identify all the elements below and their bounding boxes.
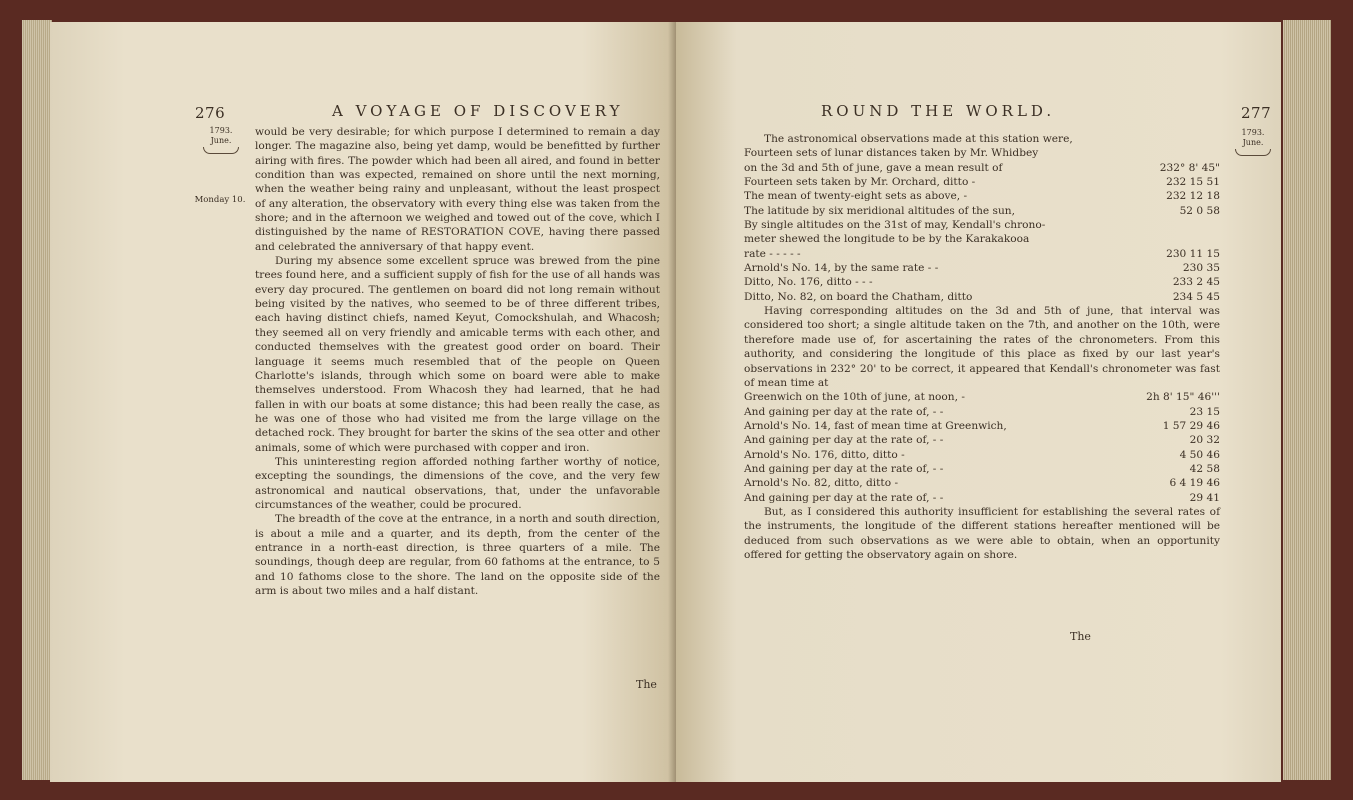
row-value — [1136, 232, 1220, 246]
table-row — [744, 290, 1220, 304]
row-value: 234 5 45 — [1172, 290, 1220, 303]
row-value: 23 15 — [1189, 405, 1220, 418]
table-row — [744, 218, 1220, 232]
row-value: 1 57 29 46 — [1162, 419, 1220, 432]
chronometer-rates-table — [744, 390, 1220, 505]
running-head: A VOYAGE OF DISCOVERY — [332, 102, 624, 120]
margin-date — [1232, 128, 1274, 156]
table-row — [744, 161, 1220, 175]
row-label: Greenwich on the 10th of june, at noon, - — [744, 391, 965, 404]
paragraph-conclusion: But, as I considered this authority insufficient for establishing the several rates of the instruments, the longitude of the different stations hereafter mentioned will be deduced from such observations as we were able to obtain, when an opportunity offered for getting the observatory again on shore. — [744, 505, 1220, 561]
observations-table — [744, 146, 1220, 304]
left-page — [50, 22, 676, 782]
page-edges-right — [1283, 20, 1331, 780]
row-value: 233 2 45 — [1172, 276, 1220, 289]
row-label: Arnold's No. 82, ditto, ditto - — [744, 477, 899, 490]
margin-year: 1793. — [1241, 128, 1265, 137]
page-edges-left — [22, 20, 52, 780]
row-label: rate - - - - - — [744, 247, 801, 260]
row-label: Fourteen sets taken by Mr. Orchard, ditto - — [744, 176, 976, 189]
margin-month: June. — [1242, 138, 1264, 147]
row-label: on the 3d and 5th of june, gave a mean result of — [744, 161, 1003, 174]
row-label: And gaining per day at the rate of, - - — [744, 434, 944, 447]
catchword: The — [1070, 630, 1091, 643]
row-label: Arnold's No. 176, ditto, ditto - — [744, 448, 905, 461]
row-label: Fourteen sets of lunar distances taken by Mr. Whidbey — [744, 147, 1039, 160]
paragraph-4: The breadth of the cove at the entrance, in a north and south direction, is about a mile and a quarter, and its depth, from the center of the entrance in a north-east direction, is three quarters of a mile. The soundings, though deep are regular, from 60 fathoms at the entrance, to 5 and 10 fathoms close to the shore. The land on the opposite side of the arm is about two miles and a half distant. — [255, 513, 660, 597]
row-value: 230 35 — [1182, 262, 1220, 275]
row-label: meter shewed the longitude to be by the Karakakooa — [744, 233, 1030, 246]
row-value: 6 4 19 46 — [1169, 477, 1220, 490]
paragraph-3: This uninteresting region afforded nothing farther worthy of notice, excepting the soundings, the dimensions of the cove, and the very few astronomical and nautical observations, that, under the unfavorable circumstances of the weather, could be procured. — [255, 455, 660, 511]
table-row — [744, 433, 1220, 447]
table-row — [744, 175, 1220, 189]
table-row — [744, 189, 1220, 203]
row-value: 42 58 — [1189, 462, 1220, 475]
margin-year: 1793. — [209, 126, 233, 135]
left-text-block — [255, 125, 660, 598]
row-label: And gaining per day at the rate of, - - — [744, 462, 944, 475]
table-row — [744, 390, 1220, 404]
table-row — [744, 419, 1220, 433]
margin-brace — [1235, 149, 1271, 156]
row-label: By single altitudes on the 31st of may, Kendall's chrono- — [744, 219, 1046, 232]
table-row — [744, 462, 1220, 476]
page-number: 277 — [1241, 104, 1272, 122]
right-page — [676, 22, 1281, 782]
row-value: 232 12 18 — [1166, 190, 1220, 203]
table-row — [744, 247, 1220, 261]
row-label: The latitude by six meridional altitudes of the sun, — [744, 204, 1015, 217]
row-label: The mean of twenty-eight sets as above, - — [744, 190, 968, 203]
paragraph-1: would be very desirable; for which purpose I determined to remain a day longer. The magazine also, being yet damp, would be benefitted by further airing with fires. The powder which had been all aired, and found in better condition than was expected, remained on shore until the next morning, when the weather being rainy and unpleasant, without the least prospect of any alteration, the observatory with every thing else was taken from the shore; and in the afternoon we weighed and towed out of the cove, which I distinguished by the name of RESTORATION COVE, having there passed and celebrated the anniversary of that happy event. — [255, 126, 660, 253]
table-row — [744, 204, 1220, 218]
row-value: 2h 8' 15" 46''' — [1146, 391, 1220, 404]
margin-date — [200, 126, 242, 154]
running-head: ROUND THE WORLD. — [821, 102, 1056, 120]
table-row — [744, 405, 1220, 419]
row-value: 52 0 58 — [1179, 204, 1220, 217]
paragraph-2: During my absence some excellent spruce was brewed from the pine trees found here, and a sufficient supply of fish for the use of all hands was every day procured. The gentlemen on board did not long remain without being visited by the natives, who seemed to be of three different tribes, each having distinct chiefs, named Keyut, Comockshulah, and Whacosh; they seemed all on very friendly and amicable terms with each other, and conducted themselves with the greatest good order on board. Their language it seems much resembled that of the people on Queen Charlotte's islands, through which some on board were able to make themselves understood. From Whacosh they had learned, that he had fallen in with our boats at some distance; this had been really the case, as he was one of those who had visited me from the large village on the detached rock. They brought for barter the skins of the sea otter and other animals, some of which were purchased with copper and iron. — [255, 255, 660, 454]
right-text-block — [744, 132, 1220, 562]
row-value — [1136, 146, 1220, 160]
table-row — [744, 275, 1220, 289]
margin-month: June. — [210, 136, 232, 145]
table-row — [744, 232, 1220, 246]
row-value: 20 32 — [1189, 434, 1220, 447]
row-label: Arnold's No. 14, fast of mean time at Greenwich, — [744, 419, 1007, 432]
margin-brace — [203, 147, 239, 154]
paragraph-chronometers: Having corresponding altitudes on the 3d and 5th of june, that interval was considered too short; a single altitude taken on the 7th, and another on the 10th, were therefore made use of, for ascertaining the rates of the chronometers. From this authority, and considering the longitude of this place as fixed by our last year's observations in 232° 20' to be correct, it appeared that Kendall's chronometer was fast of mean time at — [744, 305, 1220, 389]
margin-day: Monday 10. — [194, 195, 246, 205]
row-value — [1136, 218, 1220, 232]
row-label: Ditto, No. 176, ditto - - - — [744, 276, 873, 289]
row-value: 4 50 46 — [1179, 448, 1220, 461]
catchword: The — [636, 678, 657, 691]
table-row — [744, 146, 1220, 160]
row-label: And gaining per day at the rate of, - - — [744, 491, 944, 504]
table-row — [744, 476, 1220, 490]
row-value: 232 15 51 — [1166, 176, 1220, 189]
row-label: Arnold's No. 14, by the same rate - - — [744, 262, 939, 275]
row-value: 232° 8' 45" — [1159, 161, 1220, 174]
paragraph-intro: The astronomical observations made at this station were, — [764, 133, 1073, 145]
page-number: 276 — [195, 104, 226, 122]
row-label: Ditto, No. 82, on board the Chatham, ditto — [744, 290, 973, 303]
table-row — [744, 491, 1220, 505]
row-value: 230 11 15 — [1166, 247, 1220, 260]
row-label: And gaining per day at the rate of, - - — [744, 405, 944, 418]
table-row — [744, 261, 1220, 275]
table-row — [744, 448, 1220, 462]
row-value: 29 41 — [1189, 491, 1220, 504]
